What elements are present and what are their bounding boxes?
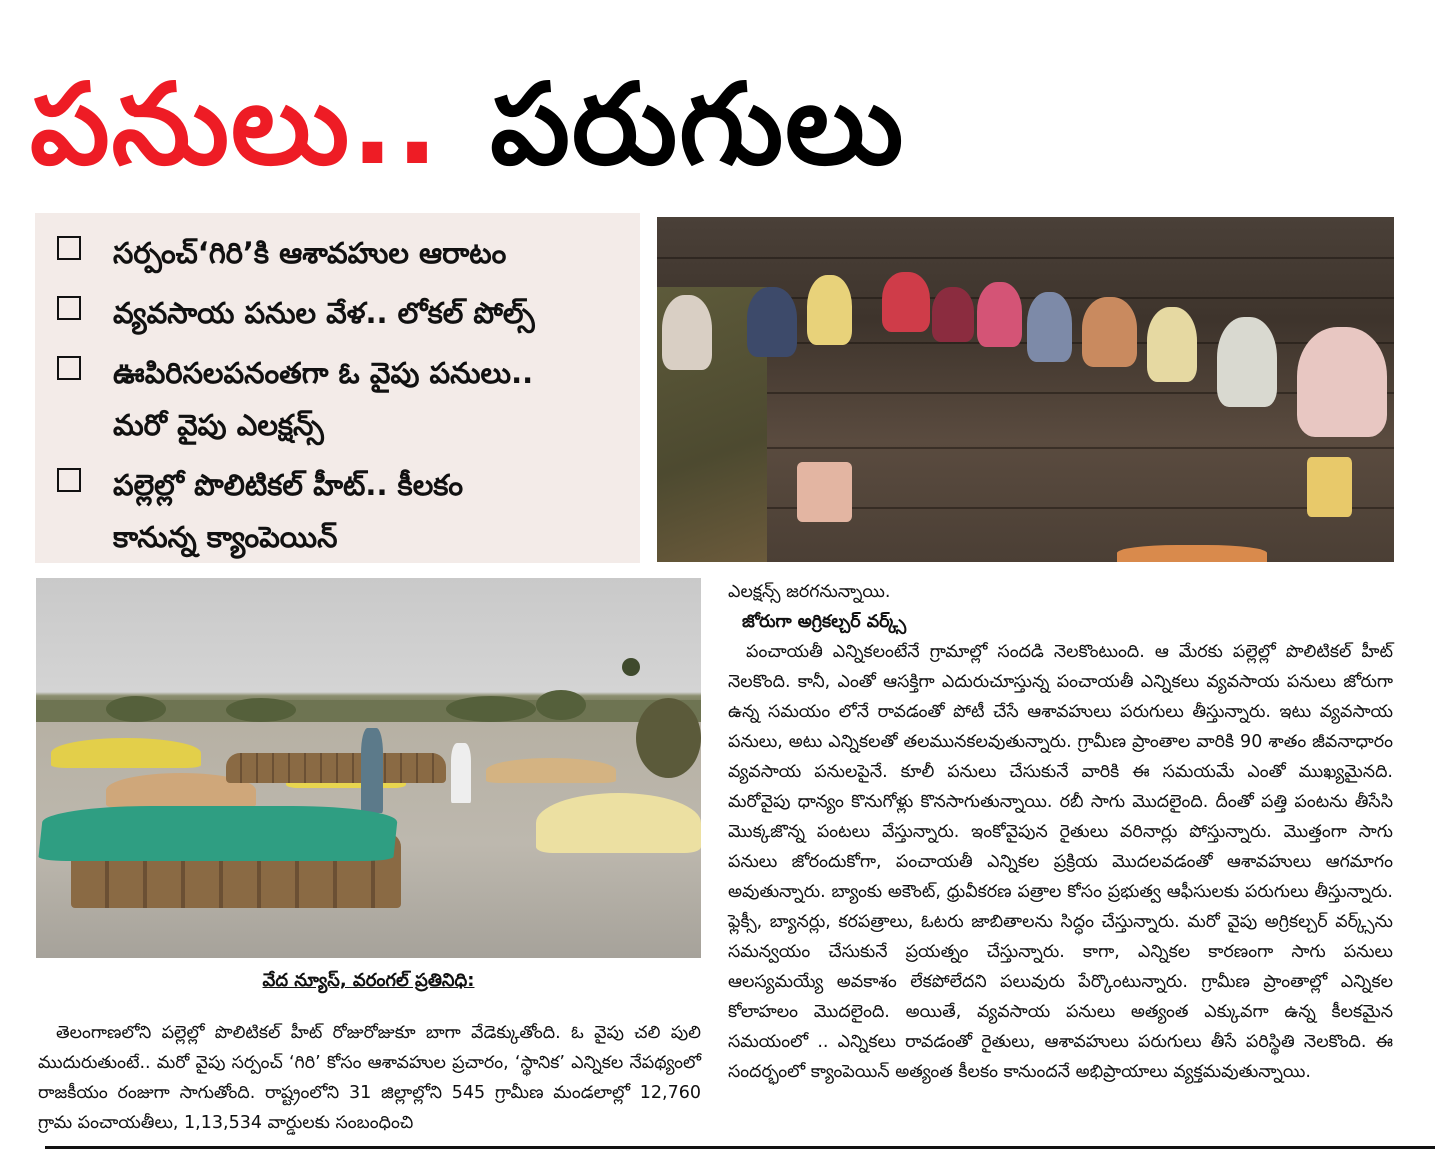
checkbox-bullet-icon (57, 296, 81, 320)
highlight-item (57, 227, 622, 279)
checkbox-bullet-icon (57, 356, 81, 380)
headline-part-black: పరుగులు (490, 60, 906, 190)
highlight-line: వ్యవసాయ పనుల వేళ.. లోకల్ పోల్స్ (113, 296, 535, 330)
highlight-line: పల్లెల్లో పొలిటికల్ హీట్.. కీలకం (113, 468, 464, 502)
highlight-line: కానున్న క్యాంపెయిన్ (113, 520, 338, 554)
article-right-column (728, 577, 1393, 1087)
checkbox-bullet-icon (57, 468, 81, 492)
highlight-line: ఊపిరిసలపనంతగా ఓ వైపు పనులు.. (113, 356, 534, 390)
field-workers-photo (657, 217, 1394, 562)
section-subhead: జోరుగా అగ్రికల్చర్ వర్క్స్ (742, 612, 907, 632)
highlights-box (35, 213, 640, 563)
headline (30, 55, 1430, 195)
checkbox-bullet-icon (57, 236, 81, 260)
highlight-item (57, 459, 622, 563)
article-body: పంచాయతీ ఎన్నికలంటేనే గ్రామాల్లో సందడి నెలకొంటుంది. ఆ మేరకు పల్లెల్లో పొలిటికల్ హీట్ నెలకొంది. కానీ, ఎంతో ఆసక్తిగా ఎదురుచూస్తున్న పంచాయతీ ఎన్నికలు వ్యవసాయ పనులు జోరుగా ఉన్న సమయం లోనే రావడంతో పోటీ చేసే ఆశావహులు పరుగులు తీస్తున్నారు. ఇటు వ్యవసాయ పనులు, అటు ఎన్నికలతో తలమునకలవుతున్నారు. గ్రామీణ ప్రాంతాల వారికి 90 శాతం జీవనాధారం వ్యవసాయ పనులపైనే. కూలీ పనులు చేసుకునే వారికి ఈ సమయమే ఎంతో ముఖ్యమైనది. మరోవైపు ధాన్యం కొనుగోళ్లు కొనసాగుతున్నాయి. రబీ సాగు మొదలైంది. దీంతో పత్తి పంటను తీసేసి మొక్కజొన్న పంటలు వేస్తున్నారు. ఇంకోవైపున రైతులు వరినార్లు పోస్తున్నారు. మొత్తంగా సాగు పనులు జోరందుకోగా, పంచాయతీ ఎన్నికల ప్రక్రియ మొదలవడంతో ఆశావహులు ఆగమాగం అవుతున్నారు. బ్యాంకు అకౌంట్, ధ్రువీకరణ పత్రాల కోసం ప్రభుత్వ ఆఫీసులకు పరుగులు తీస్తున్నారు. ఫ్లెక్సీ, బ్యానర్లు, కరపత్రాలు, ఓటరు జాబితాలను సిద్ధం చేస్తున్నారు. మరో వైపు అగ్రికల్చర్ వర్క్స్‌ను సమన్వయం చేసుకునే ప్రయత్నం చేస్తున్నారు. కాగా, ఎన్నికల కారణంగా సాగు పనులు ఆలస్యమయ్యే అవకాశం లేకపోలేదని పలువురు పేర్కొంటున్నారు. గ్రామీణ ప్రాంతాల్లో ఎన్నికల కోలాహలం మొదలైంది. అయితే, వ్యవసాయ పనులు అత్యంత ఎక్కువగా ఉన్న కీలకమైన సమయంలో .. ఎన్నికలు రావడంతో రైతులు, ఆశావహులు పరుగులు తీసే పరిస్థితి నెలకొంది. ఈ సందర్భంలో క్యాంపెయిన్ అత్యంత కీలకం కానుందనే అభిప్రాయాలు వ్యక్తమవుతున్నాయి. (728, 642, 1393, 1082)
highlight-item (57, 347, 622, 451)
grain-yard-photo (36, 578, 701, 958)
headline-part-red: పనులు.. (30, 60, 441, 190)
byline: వేద న్యూస్, వరంగల్ ప్రతినిధి: (262, 970, 475, 991)
article-left-column: తెలంగాణలోని పల్లెల్లో పొలిటికల్ హీట్ రోజురోజుకూ బాగా వేడెక్కుతోంది. ఓ వైపు చలి పులి ముదురుతుంటే.. మరో వైపు సర్పంచ్ ‘గిరి’ కోసం ఆశావహుల ప్రచారం, ‘స్థానిక’ ఎన్నికల నేపథ్యంలో రాజకీయం రంజుగా సాగుతోంది. రాష్ట్రంలోని 31 జిల్లాల్లోని 545 గ్రామీణ మండలాల్లో 12,760 గ్రామ పంచాయతీలు, 1,13,534 వార్డులకు సంబంధించి (38, 1023, 701, 1133)
highlight-item (57, 287, 622, 339)
highlight-line: సర్పంచ్‘గిరి’కి ఆశావహుల ఆరాటం (113, 236, 507, 270)
highlight-line: మరో వైపు ఎలక్షన్స్ (113, 408, 324, 442)
bottom-rule (45, 1146, 1435, 1149)
continuation-line: ఎలక్షన్స్ జరగనున్నాయి. (728, 582, 891, 602)
